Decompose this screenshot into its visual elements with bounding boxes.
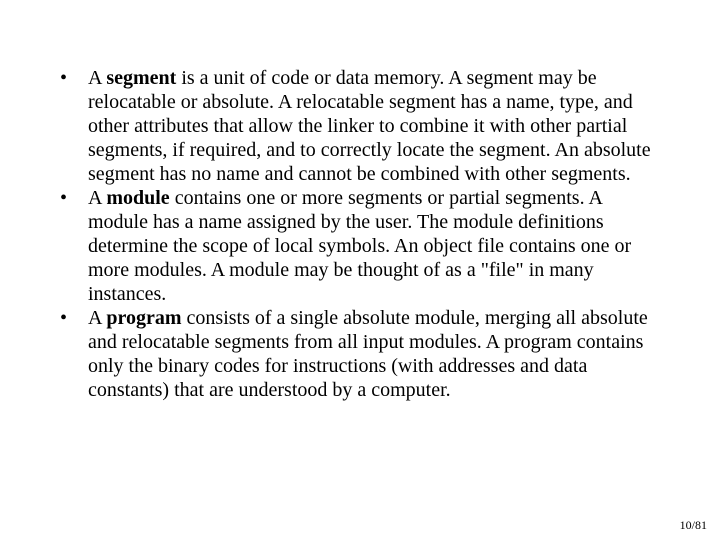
bullet-item-module <box>60 186 660 306</box>
bullet-item-program <box>60 306 660 402</box>
term-program: program <box>106 307 182 329</box>
bullet-icon: • <box>60 67 68 89</box>
bullet-text: is a unit of code or data memory. A segment may be relocatable or absolute. A relocatable segment has a name, type, and other attributes that allow the linker to combine it with other partial segments, if required, and to correctly locate the segment. An absolute segment has no name and cannot be combined with other segments. <box>88 67 651 185</box>
bullet-list <box>60 66 660 402</box>
bullet-lead: A <box>88 67 107 89</box>
page-number: 10/81 <box>679 518 707 532</box>
bullet-lead: A <box>88 187 107 209</box>
bullet-icon: • <box>60 187 68 209</box>
bullet-item-segment <box>60 66 660 186</box>
bullet-text: consists of a single absolute module, merging all absolute and relocatable segments from all input modules. A program contains only the binary codes for instructions (with addresses and data constants) that are understood by a computer. <box>88 307 648 401</box>
bullet-text: contains one or more segments or partial segments. A module has a name assigned by the user. The module definitions determine the scope of local symbols. An object file contains one or more modules. A module may be thought of as a "file" in many instances. <box>88 187 632 305</box>
bullet-icon: • <box>60 307 68 329</box>
bullet-lead: A <box>88 307 107 329</box>
term-segment: segment <box>106 67 177 89</box>
term-module: module <box>106 187 170 209</box>
